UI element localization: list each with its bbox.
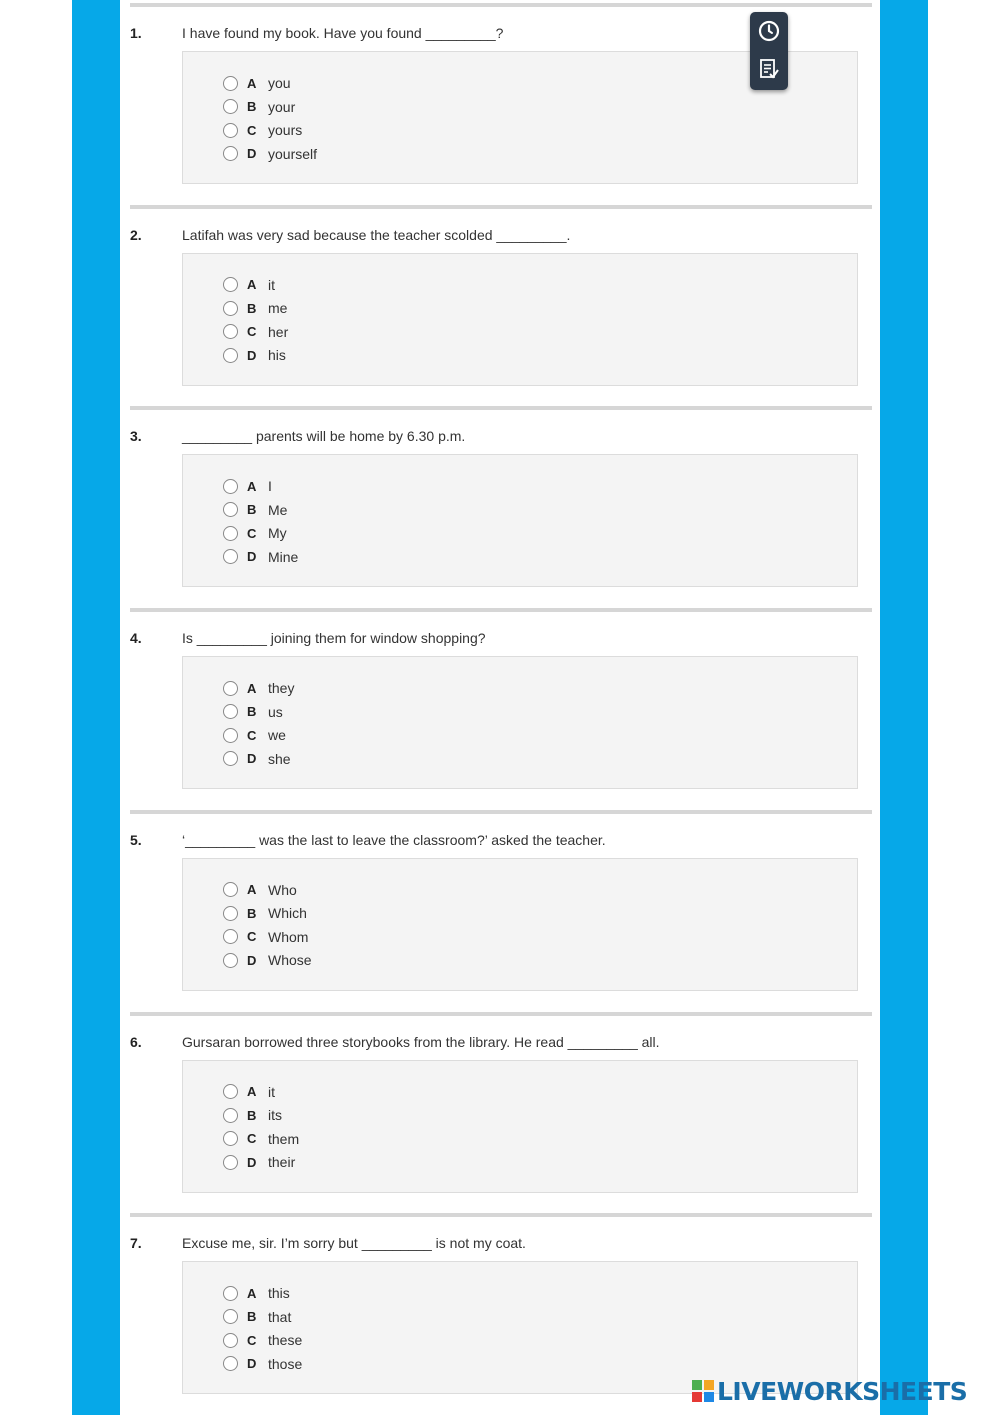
answer-option[interactable] bbox=[223, 275, 275, 295]
question-text: Latifah was very sad because the teacher scolded _________. bbox=[182, 226, 571, 243]
option-letter: A bbox=[247, 680, 257, 696]
option-text: yourself bbox=[268, 145, 318, 162]
radio-button[interactable] bbox=[223, 1356, 238, 1371]
option-letter: B bbox=[247, 1107, 257, 1123]
radio-button[interactable] bbox=[223, 728, 238, 743]
answer-option[interactable] bbox=[223, 120, 302, 140]
option-text: her bbox=[268, 323, 289, 340]
radio-button[interactable] bbox=[223, 1084, 238, 1099]
radio-button[interactable] bbox=[223, 704, 238, 719]
answer-option[interactable] bbox=[223, 1152, 295, 1172]
question-divider bbox=[130, 810, 872, 814]
liveworksheets-logo bbox=[692, 1376, 967, 1406]
question-text: _________ parents will be home by 6.30 p.m. bbox=[182, 428, 466, 445]
question-block bbox=[130, 1012, 872, 1202]
radio-button[interactable] bbox=[223, 348, 238, 363]
option-text: they bbox=[268, 680, 295, 697]
answer-option[interactable] bbox=[223, 97, 295, 117]
question-number: 3. bbox=[130, 428, 142, 445]
answer-option[interactable] bbox=[223, 749, 291, 769]
option-letter: A bbox=[247, 1285, 257, 1301]
option-text: his bbox=[268, 347, 286, 364]
radio-button[interactable] bbox=[223, 953, 238, 968]
radio-button[interactable] bbox=[223, 99, 238, 114]
radio-button[interactable] bbox=[223, 882, 238, 897]
answer-option[interactable] bbox=[223, 950, 312, 970]
option-text: those bbox=[268, 1355, 303, 1372]
option-text: that bbox=[268, 1308, 292, 1325]
option-letter: C bbox=[247, 1332, 257, 1348]
option-letter: C bbox=[247, 727, 257, 743]
option-letter: D bbox=[247, 146, 257, 161]
radio-button[interactable] bbox=[223, 146, 238, 161]
answer-option[interactable] bbox=[223, 345, 286, 365]
option-text: them bbox=[268, 1130, 300, 1147]
option-letter: B bbox=[247, 704, 257, 720]
options-box bbox=[182, 1261, 858, 1394]
question-number: 7. bbox=[130, 1235, 142, 1252]
option-text: she bbox=[268, 750, 291, 767]
worksheet bbox=[120, 0, 880, 1415]
question-text: Gursaran borrowed three storybooks from the library. He read _________ all. bbox=[182, 1033, 660, 1050]
answer-option[interactable] bbox=[223, 523, 287, 543]
question-number: 1. bbox=[130, 25, 142, 41]
answer-option[interactable] bbox=[223, 500, 287, 520]
option-text: your bbox=[268, 98, 296, 115]
option-letter: C bbox=[247, 929, 257, 945]
check-answers-icon[interactable] bbox=[754, 54, 784, 84]
option-letter: B bbox=[247, 905, 257, 921]
radio-button[interactable] bbox=[223, 324, 238, 339]
option-text: yours bbox=[268, 122, 303, 138]
right-side-bar bbox=[880, 0, 928, 1415]
option-letter: D bbox=[247, 347, 257, 363]
radio-button[interactable] bbox=[223, 929, 238, 944]
options-box bbox=[182, 1060, 858, 1193]
left-side-bar bbox=[72, 0, 120, 1415]
radio-button[interactable] bbox=[223, 526, 238, 541]
question-divider bbox=[130, 205, 872, 209]
question-number: 5. bbox=[130, 831, 142, 848]
question-number: 6. bbox=[130, 1033, 142, 1050]
option-text: I bbox=[268, 478, 272, 495]
option-letter: B bbox=[247, 502, 257, 518]
option-letter: D bbox=[247, 952, 257, 968]
option-letter: B bbox=[247, 300, 257, 316]
radio-button[interactable] bbox=[223, 1309, 238, 1324]
answer-option[interactable] bbox=[223, 880, 297, 900]
option-letter: A bbox=[247, 75, 257, 91]
answer-option[interactable] bbox=[223, 1283, 290, 1303]
options-box bbox=[182, 253, 858, 386]
question-text: Is _________ joining them for window shopping? bbox=[182, 630, 486, 647]
option-letter: D bbox=[247, 751, 257, 767]
answer-option[interactable] bbox=[223, 903, 307, 923]
option-text: me bbox=[268, 300, 288, 317]
option-text: My bbox=[268, 525, 287, 542]
option-text: Which bbox=[268, 905, 307, 922]
question-text: I have found my book. Have you found _________? bbox=[182, 25, 504, 41]
option-letter: B bbox=[247, 99, 257, 114]
radio-button[interactable] bbox=[223, 906, 238, 921]
answer-option[interactable] bbox=[223, 1307, 291, 1327]
question-block bbox=[130, 205, 872, 395]
question-divider bbox=[130, 608, 872, 612]
answer-option[interactable] bbox=[223, 1082, 275, 1102]
question-text: Excuse me, sir. I’m sorry but _________ is not my coat. bbox=[182, 1235, 526, 1252]
option-letter: A bbox=[247, 1084, 257, 1099]
radio-button[interactable] bbox=[223, 301, 238, 316]
radio-button[interactable] bbox=[223, 123, 238, 138]
option-text: Whom bbox=[268, 928, 309, 945]
option-text: Me bbox=[268, 501, 288, 518]
question-divider bbox=[130, 406, 872, 410]
tool-panel bbox=[750, 12, 788, 90]
answer-option[interactable] bbox=[223, 298, 287, 318]
options-box bbox=[182, 656, 858, 789]
answer-option[interactable] bbox=[223, 1330, 302, 1350]
option-letter: A bbox=[247, 478, 257, 494]
radio-button[interactable] bbox=[223, 502, 238, 517]
option-letter: C bbox=[247, 122, 257, 138]
radio-button[interactable] bbox=[223, 76, 238, 91]
question-block bbox=[130, 406, 872, 596]
radio-button[interactable] bbox=[223, 549, 238, 564]
question-block bbox=[130, 810, 872, 1000]
options-box bbox=[182, 858, 858, 991]
brand-wordmark: LIVEWORKSHEETS bbox=[717, 1376, 968, 1406]
question-block bbox=[130, 1213, 872, 1403]
answer-option[interactable] bbox=[223, 547, 298, 567]
answer-option[interactable] bbox=[223, 702, 283, 722]
question-divider bbox=[130, 1012, 872, 1016]
timer-icon[interactable] bbox=[754, 16, 784, 46]
option-text: their bbox=[268, 1154, 296, 1170]
option-letter: A bbox=[247, 882, 257, 898]
radio-button[interactable] bbox=[223, 1155, 238, 1170]
radio-button[interactable] bbox=[223, 479, 238, 494]
radio-button[interactable] bbox=[223, 1333, 238, 1348]
question-divider bbox=[130, 1213, 872, 1217]
option-letter: A bbox=[247, 277, 257, 293]
answer-option[interactable] bbox=[223, 1354, 302, 1374]
question-number: 4. bbox=[130, 630, 142, 647]
option-text: us bbox=[268, 703, 283, 720]
answer-option[interactable] bbox=[223, 73, 291, 93]
answer-option[interactable] bbox=[223, 144, 317, 164]
answer-option[interactable] bbox=[223, 678, 294, 698]
option-text: Mine bbox=[268, 548, 299, 565]
question-block bbox=[130, 608, 872, 798]
option-text: these bbox=[268, 1332, 303, 1349]
option-letter: D bbox=[247, 1154, 257, 1170]
option-text: Who bbox=[268, 881, 297, 898]
radio-button[interactable] bbox=[223, 681, 238, 696]
radio-button[interactable] bbox=[223, 1131, 238, 1146]
liveworksheets-logo-icon bbox=[692, 1380, 714, 1402]
answer-option[interactable] bbox=[223, 322, 288, 342]
question-divider bbox=[130, 3, 872, 7]
option-text: its bbox=[268, 1107, 282, 1123]
option-letter: B bbox=[247, 1309, 257, 1325]
answer-option[interactable] bbox=[223, 927, 308, 947]
option-text: we bbox=[268, 727, 286, 744]
radio-button[interactable] bbox=[223, 1108, 238, 1123]
answer-option[interactable] bbox=[223, 476, 272, 496]
option-letter: C bbox=[247, 525, 257, 541]
option-letter: C bbox=[247, 1131, 257, 1146]
option-text: it bbox=[268, 1083, 275, 1100]
options-box bbox=[182, 454, 858, 587]
answer-option[interactable] bbox=[223, 725, 286, 745]
answer-option[interactable] bbox=[223, 1129, 299, 1149]
option-text: Whose bbox=[268, 952, 312, 969]
answer-option[interactable] bbox=[223, 1105, 282, 1125]
radio-button[interactable] bbox=[223, 277, 238, 292]
question-number: 2. bbox=[130, 226, 142, 243]
option-letter: D bbox=[247, 1356, 257, 1372]
question-text: ‘_________ was the last to leave the classroom?’ asked the teacher. bbox=[182, 831, 606, 848]
option-letter: D bbox=[247, 549, 257, 565]
option-text: it bbox=[268, 276, 275, 293]
option-text: you bbox=[268, 75, 291, 91]
option-letter: C bbox=[247, 324, 257, 340]
radio-button[interactable] bbox=[223, 751, 238, 766]
radio-button[interactable] bbox=[223, 1286, 238, 1301]
option-text: this bbox=[268, 1285, 290, 1302]
